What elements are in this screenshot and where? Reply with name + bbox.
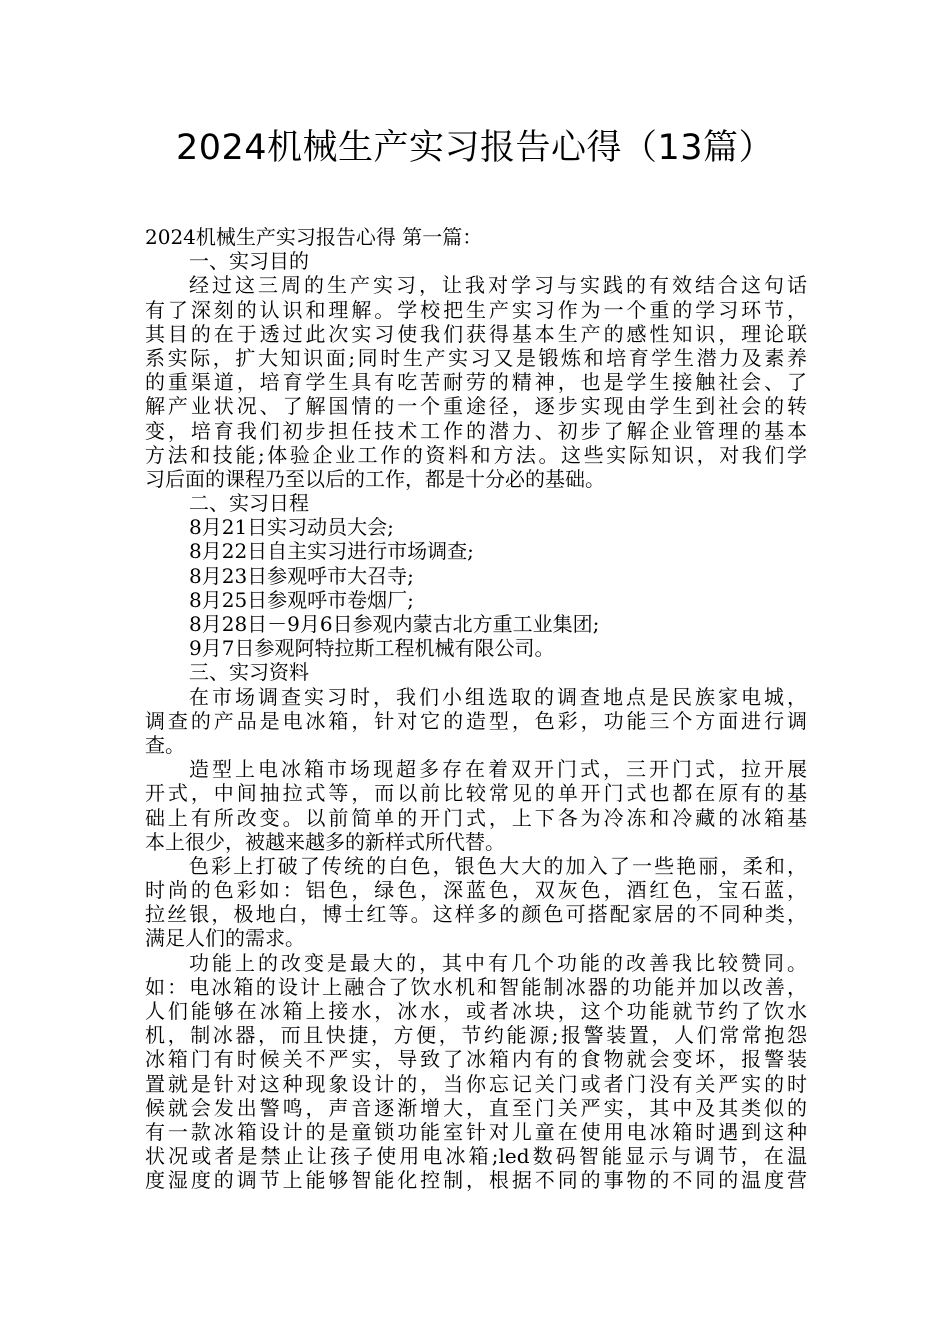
body-line: 方法和技能;体验企业工作的资料和方法。这些实际知识，对我们学 xyxy=(145,442,807,467)
body-line: 色彩上打破了传统的白色，银色大大的加入了一些艳丽，柔和， xyxy=(189,853,807,878)
body-line: 度湿度的调节上能够智能化控制，根据不同的事物的不同的温度营 xyxy=(145,1168,807,1193)
body-line: 查。 xyxy=(145,732,185,757)
body-line: 变，培育我们初步担任技术工作的潜力、初步了解企业管理的基本 xyxy=(145,418,807,443)
body-line: 满足人们的需求。 xyxy=(145,926,305,951)
body-line: 在市场调查实习时，我们小组选取的调查地点是民族家电城， xyxy=(189,684,807,709)
body-line: 8月25日参观呼市卷烟厂; xyxy=(189,587,414,612)
body-line: 本上很少，被越来越多的新样式所代替。 xyxy=(145,829,505,854)
body-line: 解产业状况、了解国情的一个重途径，逐步实现由学生到社会的转 xyxy=(145,394,807,419)
body-line: 9月7日参观阿特拉斯工程机械有限公司。 xyxy=(189,636,555,661)
body-line: 机，制冰器，而且快捷，方便，节约能源;报警装置，人们常常抱怨 xyxy=(145,1023,807,1048)
body-line: 一、实习目的 xyxy=(189,249,309,274)
body-line: 系实际，扩大知识面;同时生产实习又是锻炼和培育学生潜力及素养 xyxy=(145,345,807,370)
body-line: 有一款冰箱设计的是童锁功能室针对儿童在使用电冰箱时遇到这种 xyxy=(145,1119,807,1144)
body-line: 8月28日－9月6日参观内蒙古北方重工业集团; xyxy=(189,612,600,636)
body-line: 拉丝银，极地白，博士红等。这样多的颜色可搭配家居的不同种类， xyxy=(145,902,807,927)
body-line: 8月21日实习动员大会; xyxy=(189,515,394,540)
body-line: 的重渠道，培育学生具有吃苦耐劳的精神，也是学生接触社会、了 xyxy=(145,370,807,395)
body-line: 时尚的色彩如：铝色，绿色，深蓝色，双灰色，酒红色，宝石蓝， xyxy=(145,878,807,903)
body-line: 8月23日参观呼市大召寺; xyxy=(189,563,414,588)
body-line: 置就是针对这种现象设计的，当你忘记关门或者门没有关严实的时 xyxy=(145,1071,807,1096)
document-body xyxy=(145,225,807,1193)
body-line: 调查的产品是电冰箱，针对它的造型，色彩，功能三个方面进行调 xyxy=(145,708,807,733)
body-line: 开式，中间抽拉式等，而以前比较常见的单开门式也都在原有的基 xyxy=(145,781,807,806)
body-line: 功能上的改变是最大的，其中有几个功能的改善我比较赞同。 xyxy=(189,950,807,975)
body-line: 造型上电冰箱市场现超多存在着双开门式，三开门式，拉开展 xyxy=(189,757,807,782)
body-line: 础上有所改变。以前简单的开门式，上下各为冷冻和冷藏的冰箱基 xyxy=(145,805,807,830)
body-line: 其目的在于透过此次实习使我们获得基本生产的感性知识，理论联 xyxy=(145,321,807,346)
body-line: 二、实习日程 xyxy=(189,491,309,516)
document-title: 2024机械生产实习报告心得（13篇） xyxy=(175,128,775,168)
body-line: 习后面的课程乃至以后的工作，都是十分必的基础。 xyxy=(145,466,605,491)
body-line: 8月22日自主实习进行市场调查; xyxy=(189,539,474,564)
body-line: 候就会发出警鸣，声音逐渐增大，直至门关严实，其中及其类似的 xyxy=(145,1095,807,1120)
body-line: 三、实习资料 xyxy=(189,660,309,685)
body-line: 如：电冰箱的设计上融合了饮水机和智能制冰器的功能并加以改善， xyxy=(145,974,807,999)
body-line: 2024机械生产实习报告心得 第一篇： xyxy=(145,225,483,249)
body-line: 冰箱门有时候关不严实，导致了冰箱内有的食物就会变坏，报警装 xyxy=(145,1047,807,1072)
body-line: 经过这三周的生产实习，让我对学习与实践的有效结合这句话 xyxy=(189,273,807,298)
body-line: 有了深刻的认识和理解。学校把生产实习作为一个重的学习环节， xyxy=(145,297,807,322)
body-line: 状况或者是禁止让孩子使用电冰箱;led数码智能显示与调节，在温 xyxy=(145,1144,807,1169)
body-line: 人们能够在冰箱上接水，冰水，或者冰块，这个功能就节约了饮水 xyxy=(145,999,807,1023)
